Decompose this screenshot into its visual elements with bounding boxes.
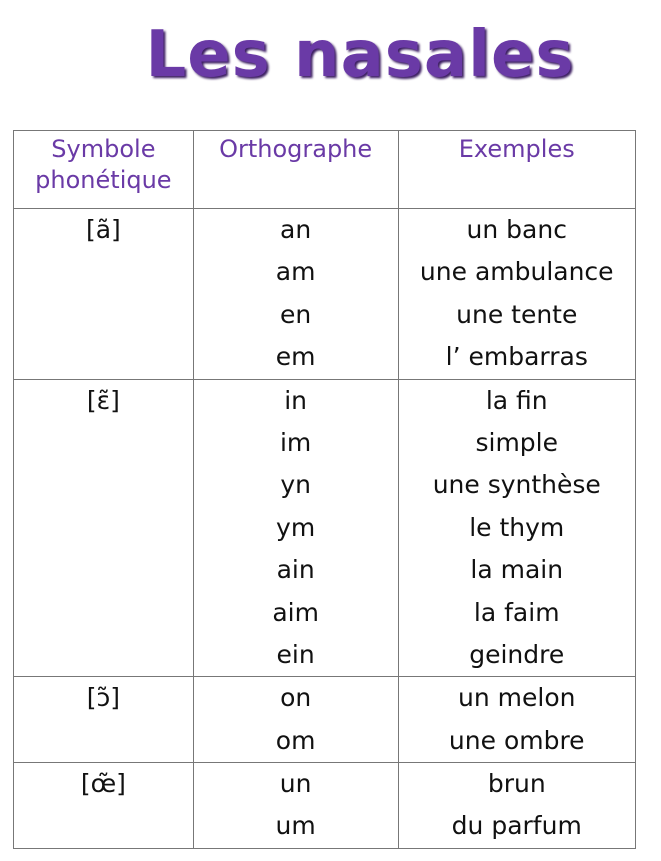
example: une ambulance bbox=[419, 257, 614, 287]
spelling: om bbox=[275, 725, 316, 755]
spelling: an bbox=[280, 215, 312, 244]
header-symbol: Symbole phonétique bbox=[14, 131, 194, 209]
table-row bbox=[14, 763, 636, 849]
spellings-cell bbox=[193, 677, 398, 763]
table-header-row bbox=[14, 131, 636, 209]
spellings-cell bbox=[193, 763, 398, 849]
header-examples: Exemples bbox=[398, 131, 636, 209]
spelling: ym bbox=[276, 512, 316, 542]
page-title: Les nasales bbox=[145, 18, 575, 92]
example: le thym bbox=[469, 512, 565, 542]
spelling: em bbox=[275, 342, 316, 372]
table-row bbox=[14, 379, 636, 677]
spelling: un bbox=[279, 769, 312, 799]
spellings-cell bbox=[193, 379, 398, 677]
example: une ombre bbox=[448, 725, 585, 755]
spelling: am bbox=[275, 257, 316, 287]
spelling: ein bbox=[276, 639, 315, 669]
example: la faim bbox=[473, 597, 560, 627]
phonetic-symbol: [ɔ̃] bbox=[14, 677, 194, 763]
example: la main bbox=[470, 555, 564, 585]
phonetic-symbol: [ã] bbox=[14, 209, 194, 380]
example: brun bbox=[487, 769, 546, 799]
spelling: im bbox=[279, 427, 312, 457]
example: une synthèse bbox=[432, 470, 601, 500]
spelling: en bbox=[280, 299, 312, 329]
examples-cell bbox=[398, 209, 636, 380]
spelling: aim bbox=[272, 597, 319, 627]
table-row bbox=[14, 677, 636, 763]
spelling: yn bbox=[280, 470, 311, 500]
example: une tente bbox=[456, 299, 578, 329]
example: un melon bbox=[458, 683, 576, 713]
example: l’ embarras bbox=[445, 342, 588, 372]
spelling: in bbox=[284, 385, 308, 415]
example: la fin bbox=[485, 385, 548, 415]
header-spelling: Orthographe bbox=[193, 131, 398, 209]
example: geindre bbox=[469, 639, 565, 669]
example: du parfum bbox=[451, 811, 582, 841]
examples-cell bbox=[398, 379, 636, 677]
phonetic-symbol: [ɛ̃] bbox=[14, 379, 194, 677]
phonetic-symbol: [œ̃] bbox=[14, 763, 194, 849]
table-row bbox=[14, 209, 636, 380]
spellings-cell bbox=[193, 209, 398, 380]
spelling: ain bbox=[276, 555, 315, 585]
spelling: um bbox=[275, 811, 316, 841]
examples-cell bbox=[398, 677, 636, 763]
example: simple bbox=[475, 427, 559, 457]
example: un banc bbox=[466, 215, 567, 244]
nasal-vowels-table bbox=[13, 130, 636, 849]
examples-cell bbox=[398, 763, 636, 849]
spelling: on bbox=[280, 683, 312, 713]
